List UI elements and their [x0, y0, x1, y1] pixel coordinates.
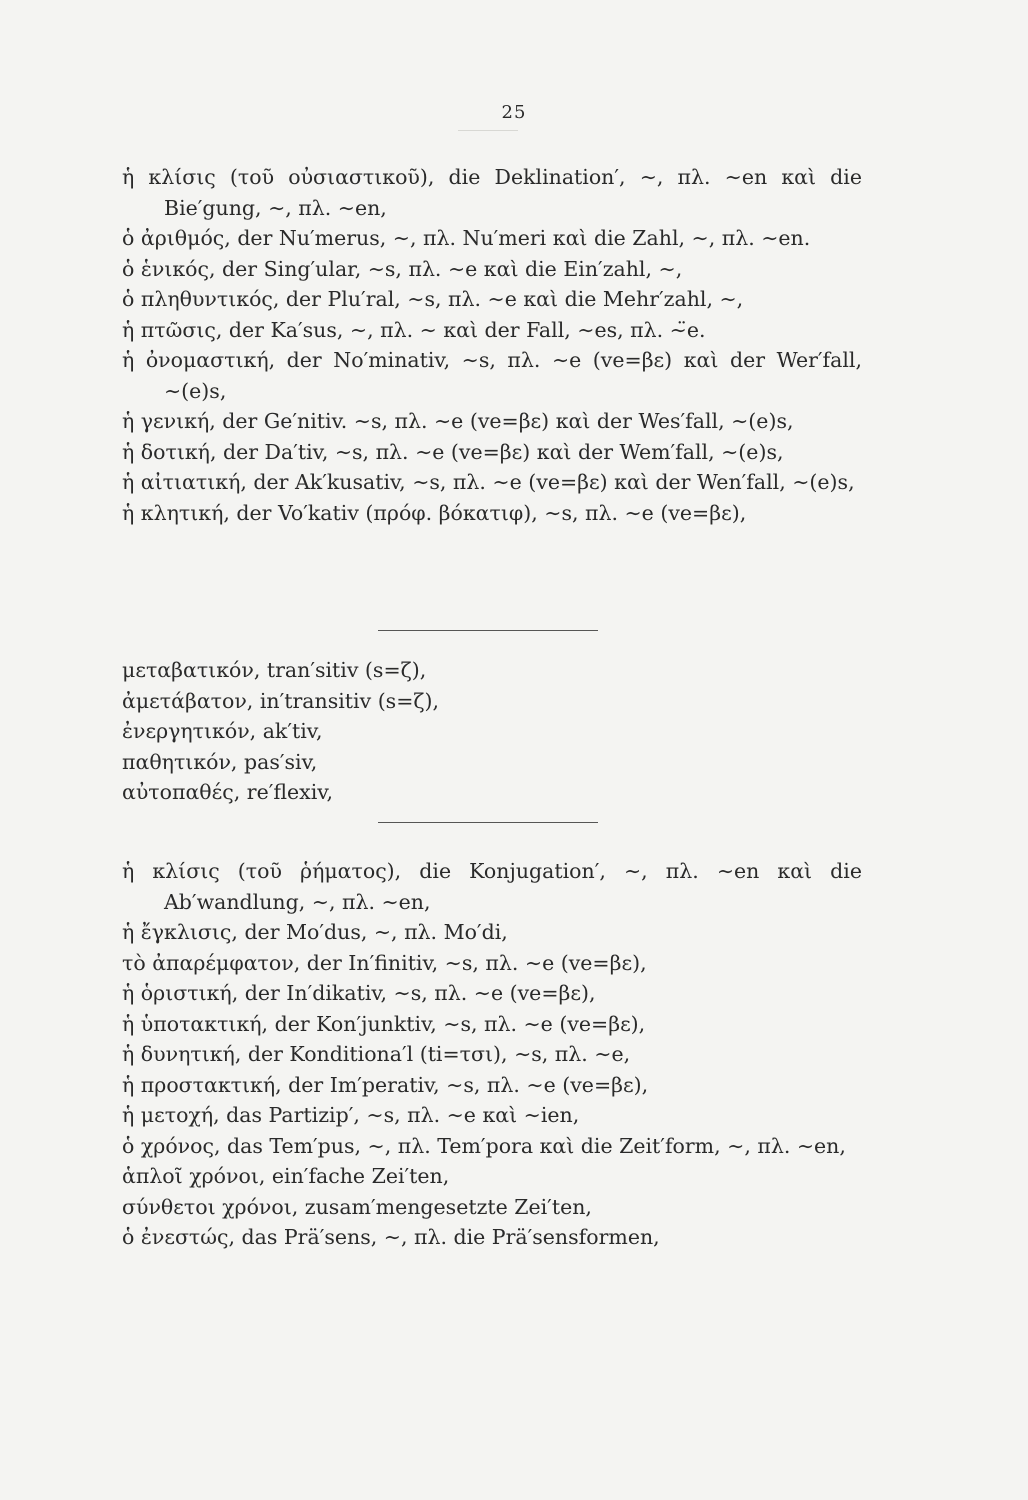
entry-metavatikon: μεταβατικόν, tran′sitiv (s=ζ),: [122, 658, 427, 682]
section-divider: [378, 630, 598, 631]
section-verb-conjugation: [122, 856, 862, 1253]
entry-aploi-chronoi: ἁπλοῖ χρόνοι, ein′fache Zei′ten,: [122, 1164, 450, 1188]
entry-aftopathes: αὐτοπαθές, re′flexiv,: [122, 780, 333, 804]
entry-enikos: ὁ ἑνικός, der Sing′ular, ∼s, πλ. ∼e καὶ die Ein′zahl, ∼,: [122, 256, 683, 281]
entry-pathitikon: παθητικόν, pas′siv,: [122, 749, 318, 774]
entry-metochi: ἡ μετοχή, das Partizip′, ∼s, πλ. ∼e καὶ ∼ien,: [122, 1103, 580, 1127]
entry-klitiki: ἡ κλητική, der Vo′kativ (πρόφ. βόκατιφ), ∼s, πλ. ∼e (ve=βε),: [122, 500, 747, 525]
entry-aparemfaton: τὸ ἀπαρέμφατον, der In′finitiv, ∼s, πλ. ∼e (ve=βε),: [122, 950, 647, 975]
entry-klisis-noun: ἡ κλίσις (τοῦ οὐσιαστικοῦ), die Deklination′, ∼, πλ. ∼en καὶ die Bie′gung, ∼, πλ. ∼en,: [122, 165, 862, 220]
entry-klisis-verb: ἡ κλίσις (τοῦ ῥήματος), die Konjugation′, ∼, πλ. ∼en καὶ die Ab′wandlung, ∼, πλ. ∼en,: [122, 859, 862, 914]
entry-arithmos: ὁ ἀριθμός, der Nu′merus, ∼, πλ. Nu′meri καὶ die Zahl, ∼, πλ. ∼en.: [122, 226, 811, 250]
section-verb-types: [122, 655, 862, 808]
entry-egklisis: ἡ ἔγκλισις, der Mo′dus, ∼, πλ. Mo′di,: [122, 920, 508, 944]
entry-onomastiki: ἡ ὀνομαστική, der No′minativ, ∼s, πλ. ∼e (ve=βε) καὶ der Wer′fall, ∼(e)s,: [122, 348, 862, 403]
entry-geniki: ἡ γενική, der Ge′nitiv. ∼s, πλ. ∼e (ve=βε) καὶ der Wes′fall, ∼(e)s,: [122, 409, 794, 433]
page-number: 25: [501, 102, 527, 123]
section-divider: [378, 822, 598, 823]
entry-dotiki: ἡ δοτική, der Da′tiv, ∼s, πλ. ∼e (ve=βε) καὶ der Wem′fall, ∼(e)s,: [122, 439, 784, 464]
entry-ametavaton: ἀμετάβατον, in′transitiv (s=ζ),: [122, 688, 440, 713]
entry-ptosis: ἡ πτῶσις, der Ka′sus, ∼, πλ. ∼ καὶ der Fall, ∼es, πλ. ∼̈e.: [122, 317, 706, 342]
entry-dynitiki: ἡ δυνητική, der Konditiona′l (ti=τσι), ∼s, πλ. ∼e,: [122, 1042, 631, 1066]
entry-oristiki: ἡ ὁριστική, der In′dikativ, ∼s, πλ. ∼e (ve=βε),: [122, 981, 596, 1005]
entry-energitikon: ἐνεργητικόν, ak′tiv,: [122, 719, 323, 743]
entry-prostaktiki: ἡ προστακτική, der Im′perativ, ∼s, πλ. ∼e (ve=βε),: [122, 1072, 649, 1097]
section-noun-declension: [122, 162, 862, 528]
entry-synthetoi-chronoi: σύνθετοι χρόνοι, zusam′mengesetzte Zei′ten,: [122, 1194, 592, 1219]
entry-enestos: ὁ ἐνεστώς, das Prä′sens, ∼, πλ. die Prä′sensformen,: [122, 1225, 660, 1249]
entry-aitiatiki: ἡ αἰτιατική, der Ak′kusativ, ∼s, πλ. ∼e (ve=βε) καὶ der Wen′fall, ∼(e)s,: [122, 470, 855, 494]
entry-chronos: ὁ χρόνος, das Tem′pus, ∼, πλ. Tem′pora καὶ die Zeit′form, ∼, πλ. ∼en,: [122, 1133, 846, 1158]
page-number-rule: [458, 130, 518, 131]
entry-plithyntikos: ὁ πληθυντικός, der Plu′ral, ∼s, πλ. ∼e καὶ die Mehr′zahl, ∼,: [122, 287, 744, 311]
entry-ypotaktiki: ἡ ὑποτακτική, der Kon′junktiv, ∼s, πλ. ∼e (ve=βε),: [122, 1011, 646, 1036]
